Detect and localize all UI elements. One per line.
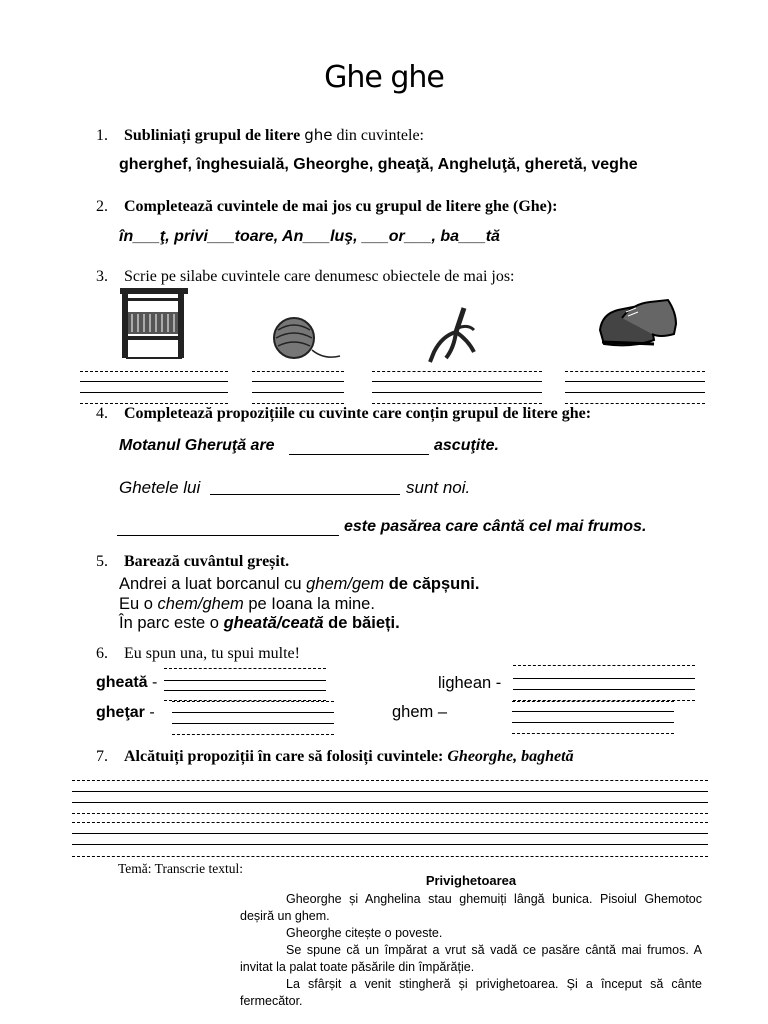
blank-line[interactable]: [210, 494, 400, 495]
word-ghetar: [96, 704, 155, 722]
exercise-2-instruction: [96, 198, 557, 216]
yarn-ball-icon: [266, 316, 346, 362]
exercise-1-words: gherghef, înghesuială, Gheorghe, gheaţă, Angheluţă, gheretă, veghe: [119, 156, 638, 173]
letter-group: ghe: [304, 126, 333, 144]
dash: -: [152, 674, 158, 691]
blank-line[interactable]: [289, 454, 429, 455]
story-paragraph: Gheorghe citește o poveste.: [286, 926, 443, 940]
sentence-2-end: sunt noi.: [406, 478, 471, 497]
text: de căpșuni.: [388, 575, 480, 593]
word-choice[interactable]: ghem/gem: [306, 575, 385, 593]
exercise-7-instruction: [96, 748, 574, 766]
sentence-1-start: Motanul Gheruţă are: [119, 437, 275, 454]
claw-icon: [424, 304, 484, 366]
homework-label: Temă: Transcrie textul:: [118, 861, 244, 876]
exercise-number: 3.: [96, 268, 108, 285]
story-paragraph: Se spune că un împărat a vrut să vadă ce pasăre cântă mai frumos. A invitat la palat toate păsările din împărăție.: [240, 943, 702, 974]
text: Andrei a luat borcanul cu: [119, 575, 302, 593]
story-paragraph: Gheorghe și Anghelina stau ghemuiți lângă bunica. Pisoiul Ghemotoc deșiră un ghem.: [240, 892, 702, 923]
exercise-1-instruction: [96, 126, 424, 145]
text: pe Ioana la mine.: [248, 595, 375, 613]
exercise-5-line-3: [119, 614, 400, 633]
story-paragraph: La sfârșit a venit stingheră și privighetoarea. Și a început să cânte fermecător.: [240, 977, 702, 1008]
sentence-1-end: ascuţite.: [434, 437, 499, 454]
blank-line[interactable]: [117, 535, 339, 536]
text: În parc este o: [119, 614, 219, 632]
words: Gheorghe, baghetă: [447, 748, 574, 765]
boots-icon: [592, 294, 680, 356]
exercise-number: 4.: [96, 405, 108, 422]
exercise-number: 1.: [96, 127, 108, 144]
exercise-2-words: în___ţ, privi___toare, An___luş, ___or___, ba___tă: [119, 228, 500, 245]
word-gheata: [96, 674, 157, 692]
instruction-text: Eu spun una, tu spui multe!: [124, 645, 300, 662]
instruction-text: Subliniați grupul de litere: [124, 127, 301, 144]
exercise-5-line-2: [119, 595, 375, 614]
exercise-4-instruction: [96, 405, 591, 423]
page-title: Ghe ghe: [324, 60, 444, 95]
word: gheţar: [96, 704, 145, 721]
instruction-text: Completează cuvintele de mai jos cu grupul de litere ghe (Ghe):: [124, 198, 558, 215]
exercise-number: 5.: [96, 553, 108, 570]
text: de băieți.: [328, 614, 400, 632]
instruction-text: Completează propozițiile cu cuvinte care conțin grupul de litere ghe:: [124, 405, 592, 422]
word-choice[interactable]: gheată/ceată: [223, 614, 324, 632]
instruction-text: Alcătuiți propoziții în care să folosiți cuvintele:: [124, 748, 444, 765]
exercise-6-instruction: [96, 645, 300, 663]
instruction-text: din cuvintele:: [336, 127, 424, 144]
exercise-number: 2.: [96, 198, 108, 215]
text: Eu o: [119, 595, 153, 613]
word-choice[interactable]: chem/ghem: [157, 595, 244, 613]
dash: -: [149, 704, 155, 721]
sentence-3: este pasărea care cântă cel mai frumos.: [344, 518, 647, 535]
word-lighean: lighean -: [438, 674, 502, 692]
loom-icon: [118, 284, 190, 360]
instruction-text: Scrie pe silabe cuvintele care denumesc obiectele de mai jos:: [124, 268, 515, 285]
sentence-2-start: Ghetele lui: [119, 478, 201, 497]
exercise-5-line-1: [119, 575, 479, 594]
word: gheată: [96, 674, 148, 691]
exercise-number: 6.: [96, 645, 108, 662]
exercise-5-instruction: [96, 553, 289, 571]
story-title: Privighetoarea: [425, 873, 517, 888]
instruction-text: Barează cuvântul greșit.: [124, 553, 290, 570]
word-ghem: ghem –: [392, 703, 448, 721]
exercise-number: 7.: [96, 748, 108, 765]
story-text: [240, 872, 702, 1010]
